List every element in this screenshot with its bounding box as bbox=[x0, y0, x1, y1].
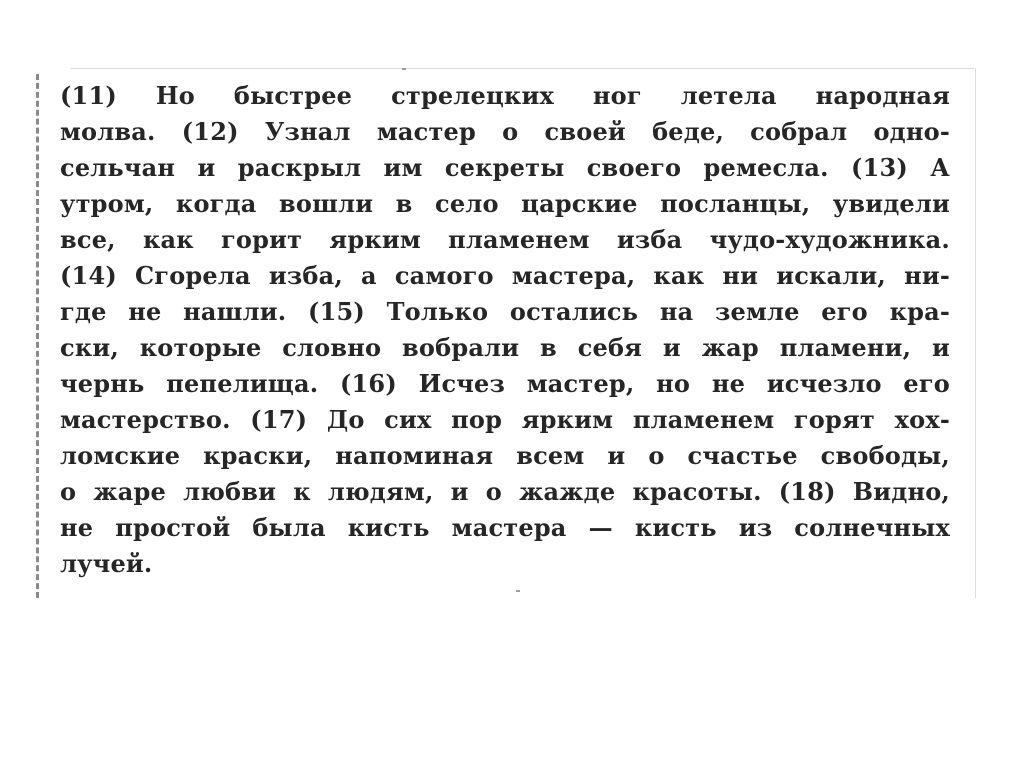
scan-speck bbox=[402, 68, 406, 70]
text-line: ломские краски, напоминая всем и о счастье свободы, bbox=[60, 441, 950, 470]
text-line: о жаре любви к людям, и о жажде красоты. (18) Видно, bbox=[60, 477, 950, 506]
text-line: лучей. bbox=[60, 549, 153, 578]
text-line: чернь пепелища. (16) Исчез мастер, но не исчезло его bbox=[60, 369, 950, 398]
text-line: сельчан и раскрыл им секреты своего ремесла. (13) А bbox=[60, 153, 950, 182]
text-line: утром, когда вошли в село царские посланцы, увидели bbox=[60, 189, 950, 218]
text-line: (14) Сгорела изба, а самого мастера, как ни искали, ни- bbox=[60, 261, 950, 290]
text-line: молва. (12) Узнал мастер о своей беде, собрал одно- bbox=[60, 117, 950, 146]
text-line: все, как горит ярким пламенем изба чудо-художника. bbox=[60, 225, 950, 254]
dashed-cut-line bbox=[36, 74, 39, 598]
text-line: ски, которые словно вобрали в себя и жар пламени, и bbox=[60, 333, 950, 362]
scanned-page bbox=[30, 68, 976, 598]
text-line: не простой была кисть мастера — кисть из солнечных bbox=[60, 513, 950, 542]
page-right-edge bbox=[975, 68, 976, 598]
text-passage bbox=[60, 78, 950, 582]
page-top-edge bbox=[70, 68, 974, 69]
scan-speck bbox=[516, 590, 520, 592]
text-line: мастерство. (17) До сих пор ярким пламенем горят хох- bbox=[60, 405, 950, 434]
text-line: (11) Но быстрее стрелецких ног летела народная bbox=[60, 81, 950, 110]
text-line: где не нашли. (15) Только остались на земле его кра- bbox=[60, 297, 950, 326]
